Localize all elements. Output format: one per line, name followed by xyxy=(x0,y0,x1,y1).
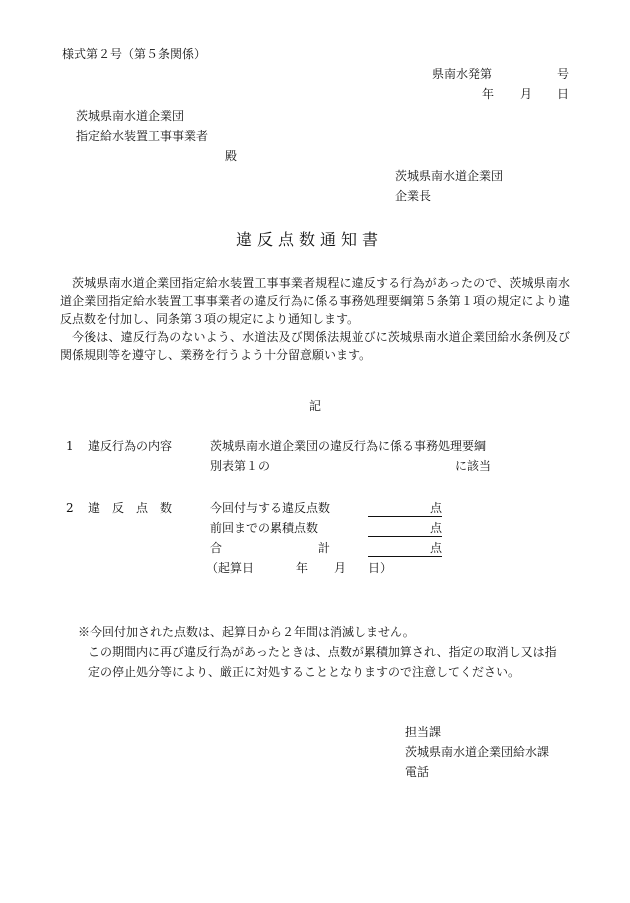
points-row-total-label-a: 合 xyxy=(210,541,223,555)
item1-label: 違反行為の内容 xyxy=(88,439,173,453)
item1-number: 1 xyxy=(66,439,74,453)
reckon-month: 月 xyxy=(334,561,347,575)
points-row-current-label: 今回付与する違反点数 xyxy=(210,501,331,515)
item1-line1: 茨城県南水道企業団の違反行為に係る事務処理要綱 xyxy=(210,439,487,453)
item2-label: 違 反 点 数 xyxy=(88,501,173,515)
note-2a: この期間内に再び違反行為があったときは、点数が累積加算され、指定の取消し又は指 xyxy=(88,645,557,659)
body-text xyxy=(60,274,570,364)
points-row-previous-value xyxy=(368,520,442,537)
ki-heading: 記 xyxy=(309,399,322,413)
item1-line2: 別表第１の xyxy=(210,459,271,473)
note-1: ※今回付加された点数は、起算日から２年間は消滅しません。 xyxy=(78,625,415,639)
recipient-type: 指定給水装置工事事業者 xyxy=(76,129,209,143)
sender-org: 茨城県南水道企業団 xyxy=(395,169,504,183)
recipient-honorific: 殿 xyxy=(225,149,238,163)
doc-number-suffix: 号 xyxy=(557,67,570,81)
contact-section: 担当課 xyxy=(405,725,442,739)
points-total-blank xyxy=(368,540,442,557)
reckon-open: （起算日 xyxy=(206,561,255,575)
form-label: 様式第２号（第５条関係） xyxy=(62,47,207,61)
item1-line2-end: に該当 xyxy=(455,459,492,473)
contact-dept: 茨城県南水道企業団給水課 xyxy=(405,745,550,759)
points-row-current-value xyxy=(368,500,442,517)
body-paragraph-2: 今後は、違反行為のないよう、水道法及び関係法規並びに茨城県南水道企業団給水条例及び関係規則等を遵守し、業務を行うよう十分留意願います。 xyxy=(60,330,570,362)
document-title: 違反点数通知書 xyxy=(236,230,384,249)
date-month: 月 xyxy=(520,87,533,101)
reckon-year: 年 xyxy=(296,561,309,575)
doc-number-prefix: 県南水発第 xyxy=(432,67,493,81)
points-row-previous-label: 前回までの累積点数 xyxy=(210,521,319,535)
notes-block xyxy=(78,622,578,682)
date-year: 年 xyxy=(482,87,495,101)
recipient-org: 茨城県南水道企業団 xyxy=(76,109,185,123)
item2-number: 2 xyxy=(66,501,74,515)
contact-phone-label: 電話 xyxy=(405,765,430,779)
reckon-day: 日） xyxy=(368,561,393,575)
date-day: 日 xyxy=(557,87,570,101)
points-unit: 点 xyxy=(429,521,442,535)
body-paragraph-1: 茨城県南水道企業団指定給水装置工事事業者規程に違反する行為があったので、茨城県南水道企業団指定給水装置工事事業者の違反行為に係る事務処理要綱第５条第１項の規定により違反点数を付加し、同条第３項の規定により通知します。 xyxy=(60,276,570,326)
sender-title: 企業長 xyxy=(395,189,432,203)
points-current-blank xyxy=(368,500,442,517)
note-2b: 定の停止処分等により、厳正に対処することとなりますので注意してください。 xyxy=(88,665,521,679)
points-unit: 点 xyxy=(429,501,442,515)
points-unit: 点 xyxy=(429,541,442,555)
points-row-total-label-b: 計 xyxy=(318,541,331,555)
points-previous-blank xyxy=(368,520,442,537)
points-row-total-value xyxy=(368,540,442,557)
